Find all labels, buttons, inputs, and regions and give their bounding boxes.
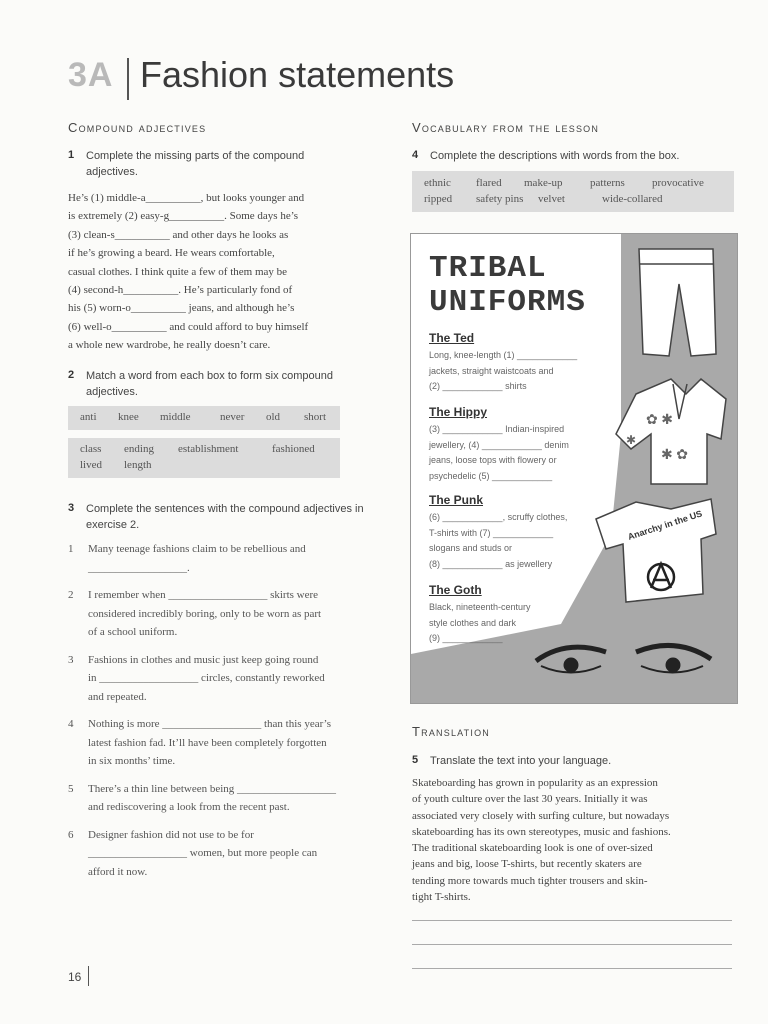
poster-section-line: (2) ____________ shirts xyxy=(429,381,527,391)
poster-section-line: (6) ____________, scruffy clothes, xyxy=(429,512,568,522)
exercise-3-item-line: latest fashion fad. It’ll have been completely forgotten xyxy=(88,736,327,749)
vocabulary-heading: Vocabulary from the lesson xyxy=(412,120,600,135)
translation-line: tight T-shirts. xyxy=(412,891,471,904)
word-box-1-item: old xyxy=(266,411,281,423)
page-number-divider xyxy=(88,966,89,986)
exercise-3-item-line: Nothing is more __________________ than this year’s xyxy=(88,718,331,730)
exercise-3-item-number: 2 xyxy=(68,589,74,601)
exercise-3-item-number: 3 xyxy=(68,653,74,666)
exercise-3-item-number: 1 xyxy=(68,543,74,555)
exercise-3-item-line: Designer fashion did not use to be for xyxy=(88,828,254,841)
word-box-2-item: length xyxy=(124,459,152,471)
answer-line-3[interactable] xyxy=(412,968,732,969)
exercise-4-instruction: Complete the descriptions with words from the box. xyxy=(430,150,680,162)
exercise-1-instruction: Complete the missing parts of the compound adjectives. xyxy=(86,150,305,178)
word-box-1-item: anti xyxy=(80,411,97,423)
word-box-1-item: knee xyxy=(118,411,139,423)
poster-section-heading: The Ted xyxy=(429,331,475,345)
translation-line: The traditional skateboarding look is one of over-sized xyxy=(412,842,653,855)
exercise-3-item xyxy=(68,651,388,707)
poster-section xyxy=(429,331,629,395)
answer-line-1[interactable] xyxy=(412,920,732,921)
exercise-3-item-text xyxy=(88,715,388,771)
exercise-1-number: 1 xyxy=(68,149,75,161)
vocabulary-word-box xyxy=(412,171,734,212)
poster-section-line: style clothes and dark xyxy=(429,617,517,628)
translation-line: of youth culture over the last 30 years. Initially it was xyxy=(412,793,648,806)
vocab-word: make-up xyxy=(524,177,563,189)
exercise-3-item-number: 5 xyxy=(68,782,74,795)
vocab-word: safety pins xyxy=(476,193,524,205)
exercise-1-line: He’s (1) middle-a__________, but looks younger and xyxy=(68,192,305,204)
translation-line: tending more towards much tighter trousers and skin- xyxy=(412,874,648,887)
word-box-1-item: never xyxy=(220,411,245,423)
exercise-2-number: 2 xyxy=(68,369,75,381)
exercise-3-item-line: in six months’ time. xyxy=(88,755,176,767)
exercise-3-item xyxy=(68,586,388,642)
poster-section xyxy=(429,583,629,647)
exercise-1-line: if he’s growing a beard. He wears comfortable, xyxy=(68,247,275,260)
exercise-3-item-text xyxy=(88,826,388,882)
poster-section-line: Black, nineteenth-century xyxy=(429,602,531,612)
word-box-2-item: ending xyxy=(124,443,154,455)
compound-adjectives-heading: Compound adjectives xyxy=(68,120,207,135)
exercise-5-number: 5 xyxy=(412,754,419,766)
word-box-1 xyxy=(68,406,340,430)
svg-text:✿ ✱: ✿ ✱ xyxy=(646,413,673,428)
poster-section-heading: The Hippy xyxy=(429,405,488,419)
exercise-3-item-line: of a school uniform. xyxy=(88,626,178,638)
poster-title-line-2: UNIFORMS xyxy=(429,285,586,320)
poster-section-line: slogans and studs or xyxy=(429,543,513,553)
word-box-2-item: establishment xyxy=(178,443,239,455)
exercise-1-line: (3) clean-s__________ and other days he looks as xyxy=(68,228,289,241)
exercise-3-item-text xyxy=(88,651,388,707)
exercise-1-line: (6) well-o__________ and could afford to buy himself xyxy=(68,320,309,333)
poster-section-line: (3) ____________ Indian-inspired xyxy=(429,424,565,434)
title-divider xyxy=(127,58,129,100)
exercise-3-item-text xyxy=(88,780,388,817)
translation-passage xyxy=(412,775,742,905)
exercise-3-number: 3 xyxy=(68,502,75,514)
exercise-1-line: is extremely (2) easy-g__________. Some days he’s xyxy=(68,210,299,223)
exercise-3-item-line: Many teenage fashions claim to be rebellious and xyxy=(88,543,306,555)
poster-section-line: (9) ____________ xyxy=(429,633,503,643)
vocab-word: wide-collared xyxy=(602,193,663,205)
exercise-3-item-line: in __________________ circles, constantly reworked xyxy=(88,672,325,684)
word-box-1-item: middle xyxy=(160,411,191,423)
exercise-2-instruction: Match a word from each box to form six compound adjectives. xyxy=(86,370,333,398)
exercise-3-item-line: and repeated. xyxy=(88,690,147,703)
poster-section-text xyxy=(429,422,629,484)
poster-section-text xyxy=(429,510,629,572)
page-number: 16 xyxy=(68,970,82,984)
exercise-3-item-line: considered incredibly boring, only to be worn as part xyxy=(88,607,322,620)
exercise-1-line: casual clothes. I think quite a few of them may be xyxy=(68,265,288,278)
exercise-3-item-line: There’s a thin line between being __________________ xyxy=(88,782,337,795)
exercise-3-item xyxy=(68,780,388,817)
svg-text:✱: ✱ xyxy=(626,433,637,447)
exercise-1-text xyxy=(68,189,368,355)
poster-section-line: (8) ____________ as jewellery xyxy=(429,558,553,569)
poster-section xyxy=(429,405,629,484)
poster-section-line: jewellery, (4) ____________ denim xyxy=(429,439,569,450)
exercise-3-item-line: __________________ women, but more people can xyxy=(88,847,318,859)
poster-section-heading: The Punk xyxy=(429,493,484,507)
poster-section xyxy=(429,493,629,572)
vocab-word: patterns xyxy=(590,177,625,189)
translation-line: Skateboarding has grown in popularity as an expression xyxy=(412,777,658,789)
word-box-2-item: class xyxy=(80,443,102,455)
exercise-3-item-line: Fashions in clothes and music just keep going round xyxy=(88,653,319,666)
svg-text:✱ ✿: ✱ ✿ xyxy=(661,448,688,463)
page-title: Fashion statements xyxy=(140,54,455,95)
vocab-word: ripped xyxy=(424,193,453,205)
word-box-2-item: lived xyxy=(80,459,102,471)
exercise-3-item-number: 4 xyxy=(68,718,74,730)
tribal-uniforms-poster xyxy=(410,233,738,704)
poster-section-line: T-shirts with (7) ____________ xyxy=(429,527,554,538)
poster-section-heading: The Goth xyxy=(429,583,482,597)
exercise-1-line: (4) second-h__________. He’s particularly fond of xyxy=(68,284,293,297)
word-box-2-item: fashioned xyxy=(272,443,315,455)
exercise-3-item-line: __________________. xyxy=(88,561,190,574)
poster-section-text xyxy=(429,348,629,395)
exercise-4-number: 4 xyxy=(412,149,419,161)
poster-section-line: psychedelic (5) ____________ xyxy=(429,470,553,481)
tshirt-slogan: Anarchy in the US xyxy=(626,508,704,542)
poster-section-line: jackets, straight waistcoats and xyxy=(429,365,554,376)
exercise-3-item-text xyxy=(88,586,388,642)
poster-section-line: jeans, loose tops with flowery or xyxy=(429,455,557,465)
vocab-word: flared xyxy=(476,177,502,189)
exercise-3-item xyxy=(68,540,388,577)
exercise-3-item-line: I remember when __________________ skirts were xyxy=(88,589,319,601)
exercise-3-item-number: 6 xyxy=(68,828,74,841)
word-box-1-item: short xyxy=(304,411,326,423)
unit-label: 3A xyxy=(68,56,114,94)
exercise-3-item-line: afford it now. xyxy=(88,865,148,878)
exercise-1-line: his (5) worn-o__________ jeans, and although he’s xyxy=(68,302,295,315)
poster-section-line: Long, knee-length (1) ____________ xyxy=(429,350,578,360)
poster-section-text xyxy=(429,600,629,647)
translation-line: associated very closely with surfing culture, but nowadays xyxy=(412,809,670,822)
exercise-3-item xyxy=(68,715,388,771)
vocab-word: provocative xyxy=(652,177,704,189)
exercise-1-line: a whole new wardrobe, he really doesn’t care. xyxy=(68,339,271,352)
translation-line: jeans and big, loose T-shirts, but recently skaters are xyxy=(412,858,642,871)
word-box-2 xyxy=(68,438,340,478)
translation-line: skateboarding has its own stereotypes, music and fashions. xyxy=(412,825,671,838)
exercise-5-instruction: Translate the text into your language. xyxy=(430,755,612,767)
exercise-3-item-text xyxy=(88,540,388,577)
translation-heading: Translation xyxy=(412,724,490,739)
vocab-word: ethnic xyxy=(424,177,451,189)
exercise-3-item xyxy=(68,826,388,882)
poster-title-line-1: TRIBAL xyxy=(429,251,547,286)
exercise-3-item-line: and rediscovering a look from the recent past. xyxy=(88,801,290,813)
exercise-3-instruction: Complete the sentences with the compound adjectives in exercise 2. xyxy=(86,503,364,531)
vocab-word: velvet xyxy=(538,193,565,205)
answer-line-2[interactable] xyxy=(412,944,732,945)
